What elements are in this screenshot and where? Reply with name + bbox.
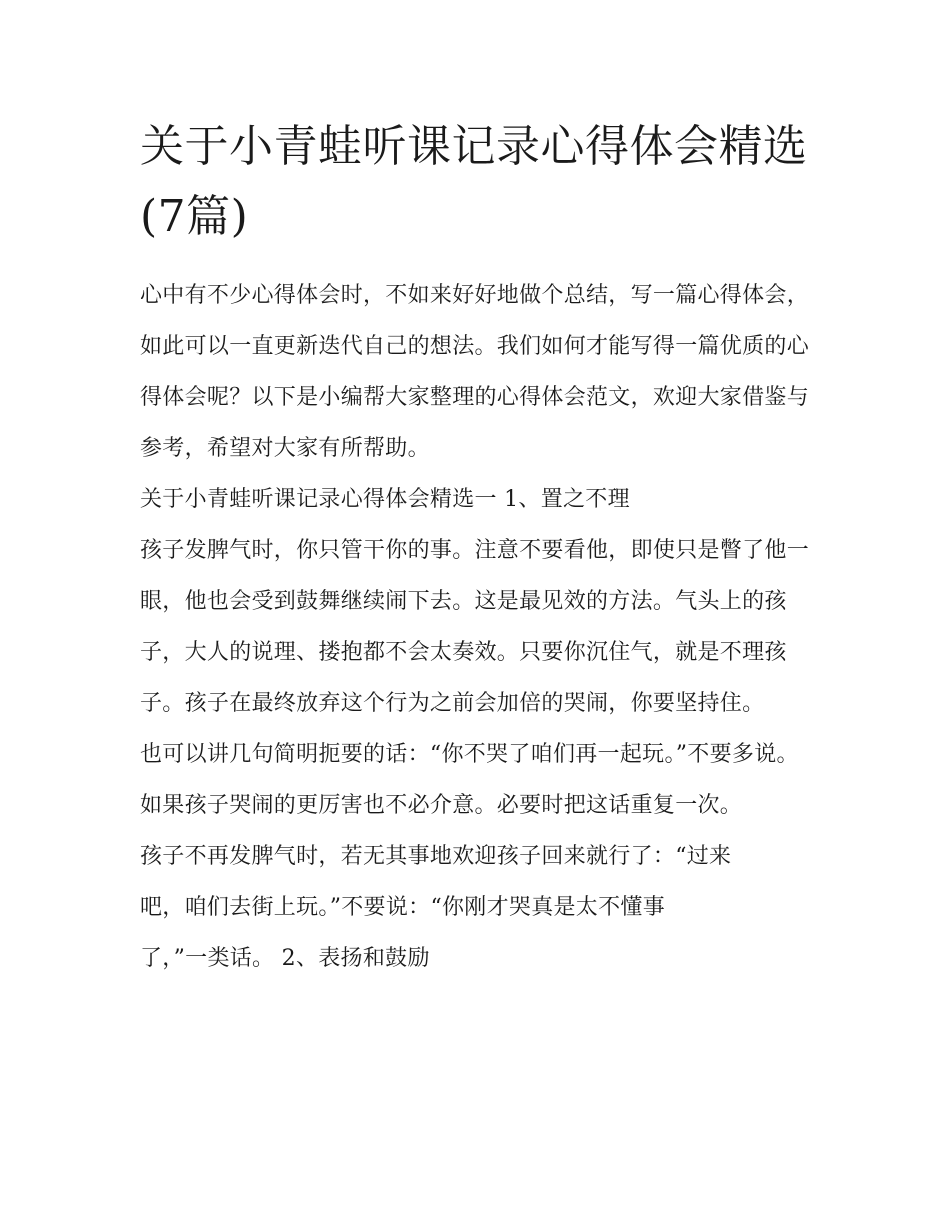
section-heading: 关于小青蛙听课记录心得体会精选一 1、置之不理 <box>140 487 630 512</box>
body-paragraph-3-line-2: 吧，咱们去街上玩。”不要说：“你刚才哭真是太不懂事 <box>140 895 665 920</box>
body-paragraph-1: 孩子发脾气时，你只管干你的事。注意不要看他，即使只是瞥了他一眼，他也会受到鼓舞继续闹下去。这是最见效的方法。气头上的孩子，大人的说理、搂抱都不会太奏效。只要你沉住气，就是不理孩子。孩子在最终放弃这个行为之前会加倍的哭闹，你要坚持住。 <box>140 538 810 716</box>
body-paragraph-3 <box>140 831 812 984</box>
body-paragraph-2: 也可以讲几句简明扼要的话：“你不哭了咱们再一起玩。”不要多说。如果孩子哭闹的更厉害也不必介意。必要时把这话重复一次。 <box>140 742 799 818</box>
intro-paragraph: 心中有不少心得体会时，不如来好好地做个总结，写一篇心得体会，如此可以一直更新迭代自己的想法。我们如何才能写得一篇优质的心得体会呢？以下是小编帮大家整理的心得体会范文，欢迎大家借鉴与参考，希望对大家有所帮助。 <box>140 283 810 461</box>
body-paragraph-3-line-1: 孩子不再发脾气时，若无其事地欢迎孩子回来就行了：“过来 <box>140 844 732 869</box>
document-title: 关于小青蛙听课记录心得体会精选(7篇) <box>140 121 808 242</box>
body-paragraph-3-line-3: 了，”一类话。 2、表扬和鼓励 <box>140 946 430 971</box>
document-body <box>140 112 812 984</box>
